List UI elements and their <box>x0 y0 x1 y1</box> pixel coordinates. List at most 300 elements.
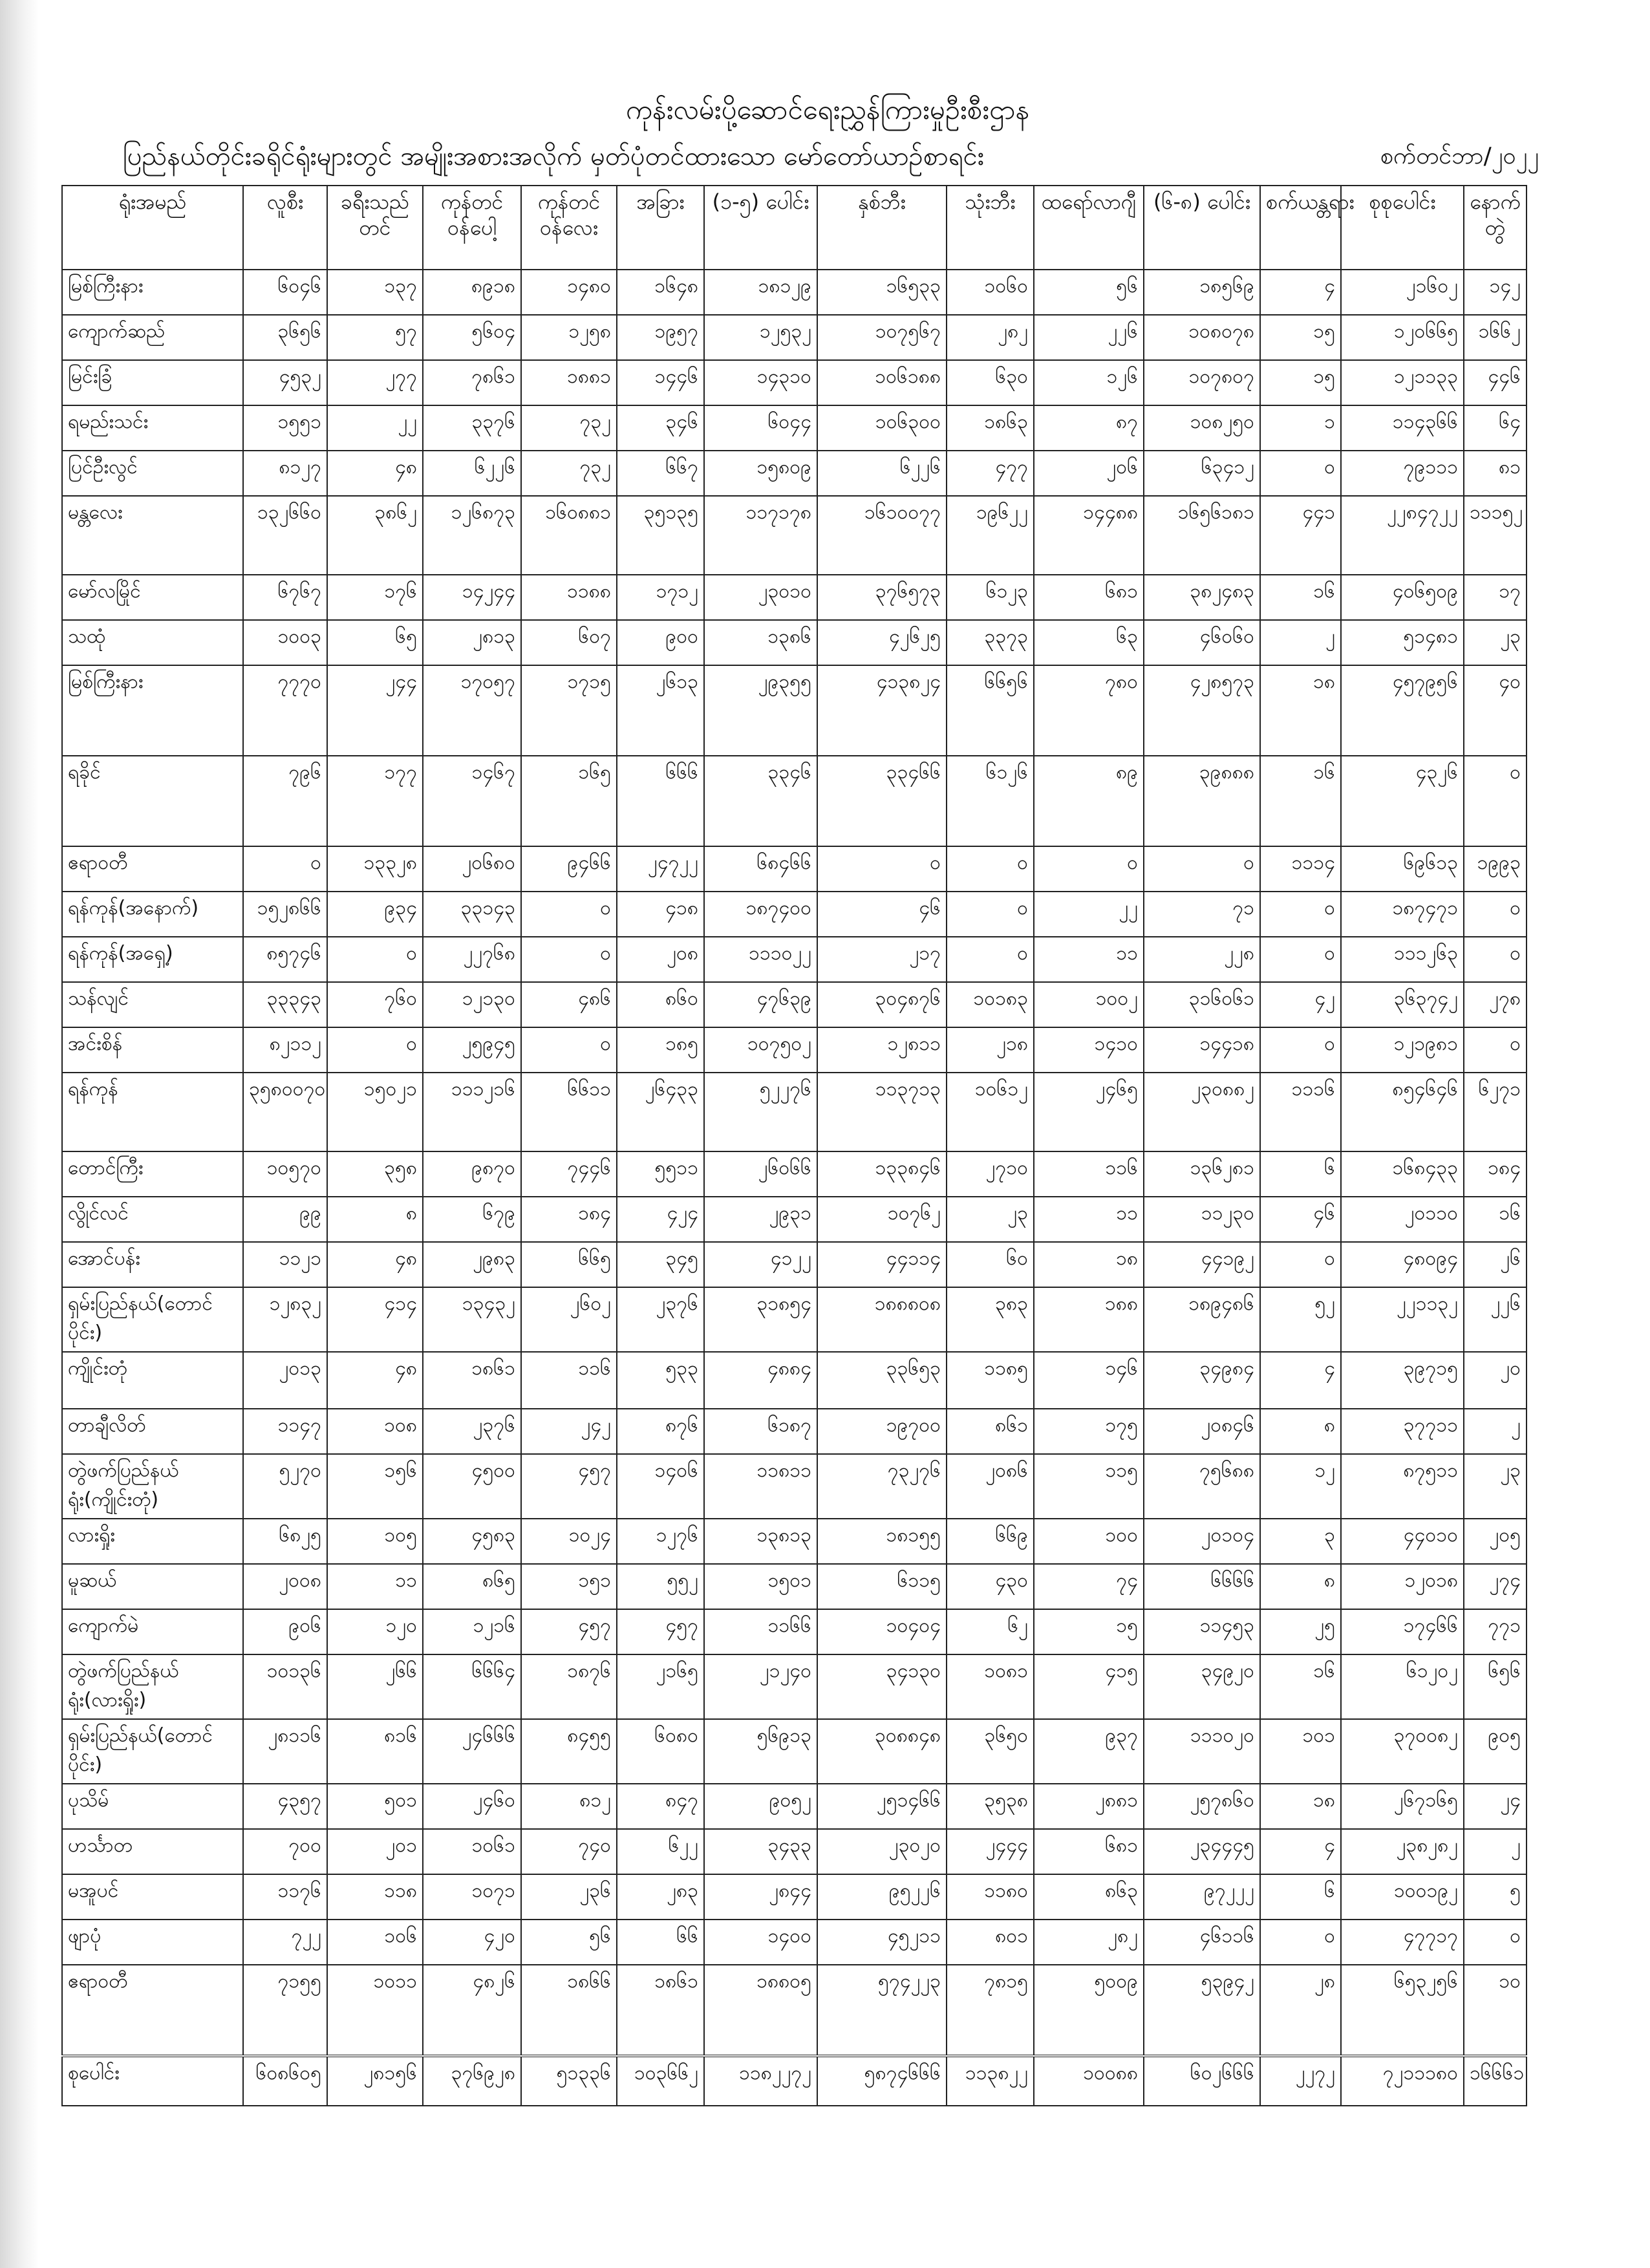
value-cell: ၀ <box>1464 937 1527 982</box>
value-cell: ၀ <box>947 937 1034 982</box>
value-cell: ၄၅၂၁၁ <box>817 1920 947 1965</box>
value-cell: ၂၁၆၀၂ <box>1341 270 1464 315</box>
value-cell: ၂၂၈၄၇၂၂ <box>1341 496 1464 575</box>
value-cell: ၁၁၂၃၀ <box>1144 1197 1260 1242</box>
value-cell: ၁၆၅ <box>521 756 617 846</box>
table-row <box>62 1920 1527 1965</box>
office-name-cell: မြစ်ကြီးနား <box>62 665 243 756</box>
value-cell: ၅၆၉၁၃ <box>704 1719 817 1784</box>
value-cell: ၂၀၀၈ <box>243 1564 327 1609</box>
value-cell: ၃၆၅၆ <box>243 315 327 360</box>
value-cell: ၂၉၃၅၅ <box>704 665 817 756</box>
value-cell: ၁၇၄၆၆ <box>1341 1609 1464 1654</box>
value-cell: ၇၄ <box>1034 1564 1144 1609</box>
value-cell: ၁၁၈၀ <box>947 1874 1034 1920</box>
value-cell: ၅၅၂ <box>617 1564 704 1609</box>
value-cell: ၂၃ <box>1464 620 1527 665</box>
value-cell: ၄၁၃၈၂၄ <box>817 665 947 756</box>
value-cell: ၃၅၃၈ <box>947 1784 1034 1829</box>
table-row <box>62 1965 1527 2056</box>
office-name-cell: တွဲဖက်ပြည်နယ်ရုံး(ကျိုင်းတုံ) <box>62 1454 243 1519</box>
value-cell: ၁၆၁၀၀၇၇ <box>817 496 947 575</box>
table-row <box>62 1454 1527 1519</box>
value-cell: ၁၀၇၁ <box>423 1874 521 1920</box>
value-cell: ၄၅၃၂ <box>243 360 327 405</box>
value-cell: ၃၀၈၈၄၈ <box>817 1719 947 1784</box>
value-cell: ၅၂၂၇၆ <box>704 1073 817 1151</box>
value-cell: ၇၈၆၁ <box>423 360 521 405</box>
table-body <box>62 270 1527 2106</box>
value-cell: ၈၁၂ <box>521 1784 617 1829</box>
value-cell: ၆ <box>1260 1151 1341 1197</box>
value-cell: ၀ <box>1260 937 1341 982</box>
value-cell: ၆၂၇၁ <box>1464 1073 1527 1151</box>
value-cell: ၁၈၇၄၇၁ <box>1341 892 1464 937</box>
table-row <box>62 451 1527 496</box>
value-cell: ၄၇၆၃၉ <box>704 982 817 1027</box>
value-cell: ၁၈၉၄၈၆ <box>1144 1287 1260 1352</box>
table-row <box>62 1197 1527 1242</box>
value-cell: ၁၁၁၀၂၀ <box>1144 1719 1260 1784</box>
value-cell: ၀ <box>521 892 617 937</box>
value-cell: ၁၅ <box>1260 360 1341 405</box>
value-cell: ၁၁၃၇၁၃ <box>817 1073 947 1151</box>
total-label-cell: စုပေါင်း <box>62 2056 243 2106</box>
value-cell: ၁၄၄၆ <box>617 360 704 405</box>
total-value-cell: ၅၁၃၃၆ <box>521 2056 617 2106</box>
value-cell: ၈၉ <box>1034 756 1144 846</box>
value-cell: ၂၃၇၆ <box>617 1287 704 1352</box>
table-row <box>62 1287 1527 1352</box>
value-cell: ၂၈၈၁ <box>1034 1784 1144 1829</box>
value-cell: ၆၆ <box>617 1920 704 1965</box>
value-cell: ၂၆ <box>1464 1242 1527 1287</box>
value-cell: ၉၉ <box>243 1197 327 1242</box>
value-cell: ၁၄၆၇ <box>423 756 521 846</box>
value-cell: ၇၃၂ <box>521 451 617 496</box>
total-value-cell: ၁၀၀၈၈ <box>1034 2056 1144 2106</box>
value-cell: ၂၃၀၈၈၂ <box>1144 1073 1260 1151</box>
value-cell: ၉၀၀ <box>617 620 704 665</box>
value-cell: ၂၆၇၁၆၅ <box>1341 1784 1464 1829</box>
value-cell: ၂၀၆၈၀ <box>423 846 521 892</box>
value-cell: ၃၇၀၀၈၂ <box>1341 1719 1464 1784</box>
value-cell: ၇၉၁၁၁ <box>1341 451 1464 496</box>
value-cell: ၆၆၉ <box>947 1519 1034 1564</box>
value-cell: ၄၂၄ <box>617 1197 704 1242</box>
value-cell: ၁၁၁၄ <box>1260 846 1341 892</box>
value-cell: ၄၈၂၆ <box>423 1965 521 2056</box>
column-header: သုံးဘီး <box>947 186 1034 270</box>
value-cell: ၃၄၉၈၄ <box>1144 1352 1260 1409</box>
value-cell: ၁၅ <box>1034 1609 1144 1654</box>
value-cell: ၀ <box>327 937 423 982</box>
value-cell: ၁၂၈၁၁ <box>817 1027 947 1073</box>
table-row <box>62 315 1527 360</box>
value-cell: ၄၄၁၉၂ <box>1144 1242 1260 1287</box>
value-cell: ၃၇၇၁၁ <box>1341 1409 1464 1454</box>
value-cell: ၂၇၇ <box>327 360 423 405</box>
value-cell: ၁၃၃၈၄၆ <box>817 1151 947 1197</box>
value-cell: ၁၈၅၆၉ <box>1144 270 1260 315</box>
value-cell: ၁၃၃၂၈ <box>327 846 423 892</box>
value-cell: ၁၈၇၆ <box>521 1654 617 1719</box>
office-name-cell: ဟင်္သာတ <box>62 1829 243 1874</box>
value-cell: ၀ <box>1260 1242 1341 1287</box>
value-cell: ၄၅၀၀ <box>423 1454 521 1519</box>
value-cell: ၁၂၀ <box>327 1609 423 1654</box>
value-cell: ၁၈၁၂၉ <box>704 270 817 315</box>
value-cell: ၆၆၆၄ <box>423 1654 521 1719</box>
value-cell: ၂၈၄၄ <box>704 1874 817 1920</box>
value-cell: ၅၅၁၁ <box>617 1151 704 1197</box>
value-cell: ၁၈၆၆ <box>521 1965 617 2056</box>
value-cell: ၂၁၆၅ <box>617 1654 704 1719</box>
value-cell: ၈၉၁၈ <box>423 270 521 315</box>
value-cell: ၄၅၈၃ <box>423 1519 521 1564</box>
value-cell: ၈၅၄၆၄၆ <box>1341 1073 1464 1151</box>
value-cell: ၀ <box>1464 892 1527 937</box>
value-cell: ၂၃၀၁၀ <box>704 575 817 620</box>
value-cell: ၂၆၀၆၆ <box>704 1151 817 1197</box>
value-cell: ၃၇၆၅၇၃ <box>817 575 947 620</box>
value-cell: ၉၃၄ <box>327 892 423 937</box>
value-cell: ၆၇၆၇ <box>243 575 327 620</box>
value-cell: ၄၂ <box>1260 982 1341 1027</box>
value-cell: ၂၃၀၂၀ <box>817 1829 947 1874</box>
column-header: ရုံးအမည် <box>62 186 243 270</box>
value-cell: ၇၀၀ <box>243 1829 327 1874</box>
value-cell: ၁၈၈၁ <box>521 360 617 405</box>
value-cell: ၉၇၂၂၂ <box>1144 1874 1260 1920</box>
subtitle-row <box>116 138 1539 175</box>
value-cell: ၅၃၉၄၂ <box>1144 1965 1260 2056</box>
table-row <box>62 575 1527 620</box>
value-cell: ၆၈၄၆၆ <box>704 846 817 892</box>
value-cell: ၁၇၀၅၇ <box>423 665 521 756</box>
value-cell: ၁၁၈၁၁ <box>704 1454 817 1519</box>
value-cell: ၁၇၆ <box>327 575 423 620</box>
value-cell: ၁၁၄၅၃ <box>1144 1609 1260 1654</box>
table-row <box>62 1151 1527 1197</box>
value-cell: ၆ <box>1260 1874 1341 1920</box>
value-cell: ၆၂၂၆ <box>817 451 947 496</box>
value-cell: ၀ <box>1260 892 1341 937</box>
value-cell: ၃၈၂၄၈၃ <box>1144 575 1260 620</box>
value-cell: ၆၃၄၁၂ <box>1144 451 1260 496</box>
value-cell: ၁၆၅၃၃ <box>817 270 947 315</box>
total-value-cell: ၁၁၃၈၂၂ <box>947 2056 1034 2106</box>
value-cell: ၆၃၀ <box>947 360 1034 405</box>
value-cell: ၁၀၅ <box>327 1519 423 1564</box>
value-cell: ၁၆ <box>1260 575 1341 620</box>
value-cell: ၁၉၆၂၂ <box>947 496 1034 575</box>
value-cell: ၃၃၁၄၃ <box>423 892 521 937</box>
value-cell: ၄၈၀၉၄ <box>1341 1242 1464 1287</box>
value-cell: ၂၈၃ <box>617 1874 704 1920</box>
value-cell: ၅၇ <box>327 315 423 360</box>
value-cell: ၇၃၂၇၆ <box>817 1454 947 1519</box>
value-cell: ၄၂၆၂၅ <box>817 620 947 665</box>
value-cell: ၃ <box>1260 1519 1341 1564</box>
value-cell: ၂၃၈၂၈၂ <box>1341 1829 1464 1874</box>
value-cell: ၁၂ <box>1260 1454 1341 1519</box>
column-header: (၆-၈) ပေါင်း <box>1144 186 1260 270</box>
value-cell: ၁၆၈၄၃၃ <box>1341 1151 1464 1197</box>
table-row <box>62 1564 1527 1609</box>
value-cell: ၁၂၁၉၈၁ <box>1341 1027 1464 1073</box>
value-cell: ၃၅၈၀၀၇၀ <box>243 1073 327 1151</box>
value-cell: ၆၆၁၁ <box>521 1073 617 1151</box>
value-cell: ၂၅၁၄၆၆ <box>817 1784 947 1829</box>
value-cell: ၀ <box>521 937 617 982</box>
value-cell: ၃၈၃ <box>947 1287 1034 1352</box>
value-cell: ၈၆၀ <box>617 982 704 1027</box>
value-cell: ၁၇ <box>1464 575 1527 620</box>
value-cell: ၁၄၄၁၈ <box>1144 1027 1260 1073</box>
value-cell: ၂၁၂၄၀ <box>704 1654 817 1719</box>
value-cell: ၄ <box>1260 1829 1341 1874</box>
table-row <box>62 405 1527 451</box>
value-cell: ၄ <box>1260 1352 1341 1409</box>
office-name-cell: မန္တလေး <box>62 496 243 575</box>
value-cell: ၈၁၆ <box>327 1719 423 1784</box>
value-cell: ၆၇၉ <box>423 1197 521 1242</box>
value-cell: ၂၈၁၁၆ <box>243 1719 327 1784</box>
value-cell: ၂၄၄၄ <box>947 1829 1034 1874</box>
value-cell: ၁၀၆၀ <box>947 270 1034 315</box>
value-cell: ၁၀၁၈၃ <box>947 982 1034 1027</box>
value-cell: ၁၆၅၆၁၈၁ <box>1144 496 1260 575</box>
value-cell: ၉၀၅၂ <box>704 1784 817 1829</box>
value-cell: ၁၄၂၄၄ <box>423 575 521 620</box>
value-cell: ၁၆၀၈၈၁ <box>521 496 617 575</box>
value-cell: ၈၅၇၄၆ <box>243 937 327 982</box>
value-cell: ၆၀၇ <box>521 620 617 665</box>
value-cell: ၁၁၆ <box>521 1352 617 1409</box>
value-cell: ၁၈၄ <box>521 1197 617 1242</box>
value-cell: ၁၀၆၁၂ <box>947 1073 1034 1151</box>
value-cell: ၇၇၁ <box>1464 1609 1527 1654</box>
value-cell: ၁၅၀၂၁ <box>327 1073 423 1151</box>
value-cell: ၁၀၀၃ <box>243 620 327 665</box>
value-cell: ၆၀၄၄ <box>704 405 817 451</box>
column-header: စက်ယန္တရား <box>1260 186 1341 270</box>
value-cell: ၁၆ <box>1260 1654 1341 1719</box>
value-cell: ၁၀၇၆၂ <box>817 1197 947 1242</box>
value-cell: ၈၂၁၁၂ <box>243 1027 327 1073</box>
table-row <box>62 1242 1527 1287</box>
value-cell: ၁၃၈၁၃ <box>704 1519 817 1564</box>
value-cell: ၉၃၇ <box>1034 1719 1144 1784</box>
value-cell: ၀ <box>1464 756 1527 846</box>
value-cell: ၁၀၈၁ <box>947 1654 1034 1719</box>
table-row <box>62 1609 1527 1654</box>
column-header: ကုန်တင်ဝန်လေး <box>521 186 617 270</box>
value-cell: ၁၀၇၅၆၇ <box>817 315 947 360</box>
value-cell: ၁၉၇၀၀ <box>817 1409 947 1454</box>
value-cell: ၄၄၁ <box>1260 496 1341 575</box>
value-cell: ၃၆၃၇၄၂ <box>1341 982 1464 1027</box>
value-cell: ၂၀၁၃ <box>243 1352 327 1409</box>
value-cell: ၁၂၆ <box>1034 360 1144 405</box>
office-name-cell: ရန်ကုန်(အရှေ့) <box>62 937 243 982</box>
value-cell: ၂၂၈ <box>1144 937 1260 982</box>
value-cell: ၇၆၀ <box>327 982 423 1027</box>
office-name-cell: ကျောက်ဆည် <box>62 315 243 360</box>
value-cell: ၁၃၈၆ <box>704 620 817 665</box>
value-cell: ၃၈၆၂ <box>327 496 423 575</box>
value-cell: ၁၀၈၂၅၀ <box>1144 405 1260 451</box>
value-cell: ၅၀၁ <box>327 1784 423 1829</box>
office-name-cell: ရှမ်းပြည်နယ်(တောင်ပိုင်း) <box>62 1287 243 1352</box>
value-cell: ၆၁၁၅ <box>817 1564 947 1609</box>
value-cell: ၇၃၂ <box>521 405 617 451</box>
value-cell: ၃၉၇၁၅ <box>1341 1352 1464 1409</box>
value-cell: ၁၁၆ <box>1034 1151 1144 1197</box>
value-cell: ၂၅၉၄၅ <box>423 1027 521 1073</box>
value-cell: ၆၆၆၆ <box>1144 1564 1260 1609</box>
value-cell: ၂၉၈၃ <box>423 1242 521 1287</box>
value-cell: ၁၁ <box>1034 937 1144 982</box>
value-cell: ၄၃၅၇ <box>243 1784 327 1829</box>
value-cell: ၁၁၇၆ <box>243 1874 327 1920</box>
value-cell: ၉၀၅ <box>1464 1719 1527 1784</box>
office-name-cell: သန်လျင် <box>62 982 243 1027</box>
value-cell: ၂၅၇၈၆၀ <box>1144 1784 1260 1829</box>
column-header: ကုန်တင်ဝန်ပေါ့ <box>423 186 521 270</box>
value-cell: ၁၄၀၆ <box>617 1454 704 1519</box>
value-cell: ၁၈၅ <box>617 1027 704 1073</box>
value-cell: ၅၂ <box>1260 1287 1341 1352</box>
value-cell: ၁၂၁၁၃၃ <box>1341 360 1464 405</box>
value-cell: ၂၄၆၀ <box>423 1784 521 1829</box>
value-cell: ၈ <box>327 1197 423 1242</box>
value-cell: ၄၀ <box>1464 665 1527 756</box>
value-cell: ၄ <box>1260 270 1341 315</box>
value-cell: ၁၀၇၈၀၇ <box>1144 360 1260 405</box>
value-cell: ၁၁၁၀၂၂ <box>704 937 817 982</box>
total-value-cell: ၆၀၈၆၀၅ <box>243 2056 327 2106</box>
value-cell: ၂၅ <box>1260 1609 1341 1654</box>
value-cell: ၄၆၀၆၀ <box>1144 620 1260 665</box>
value-cell: ၂၇၄ <box>1464 1564 1527 1609</box>
office-name-cell: တွဲဖက်ပြည်နယ်ရုံး(လားရှိုး) <box>62 1654 243 1719</box>
value-cell: ၃၁၈၅၄ <box>704 1287 817 1352</box>
office-name-cell: တာချီလိတ် <box>62 1409 243 1454</box>
value-cell: ၄၂၈၅၇၃ <box>1144 665 1260 756</box>
value-cell: ၁၀ <box>1464 1965 1527 2056</box>
value-cell: ၁၀၆ <box>327 1920 423 1965</box>
value-cell: ၂၄၇၂၂ <box>617 846 704 892</box>
value-cell: ၄၈ <box>327 451 423 496</box>
value-cell: ၂၀၁ <box>327 1829 423 1874</box>
value-cell: ၆၆၅၆ <box>947 665 1034 756</box>
table-row <box>62 937 1527 982</box>
table-row <box>62 360 1527 405</box>
value-cell: ၁၆၄၈ <box>617 270 704 315</box>
value-cell: ၇၁၅၅ <box>243 1965 327 2056</box>
value-cell: ၂၃၆ <box>521 1874 617 1920</box>
table-row <box>62 1027 1527 1073</box>
document-subtitle: ပြည်နယ်တိုင်းခရိုင်ရုံးများတွင် အမျိုးအစားအလိုက် မှတ်ပုံတင်ထားသော မော်တော်ယာဉ်စာရင်း <box>123 142 984 171</box>
table-row <box>62 1654 1527 1719</box>
value-cell: ၉၄၆၆ <box>521 846 617 892</box>
value-cell: ၄၈၆ <box>521 982 617 1027</box>
value-cell: ၂၀၁၀၄ <box>1144 1519 1260 1564</box>
value-cell: ၁၈၆၁ <box>423 1352 521 1409</box>
value-cell: ၁၄၆ <box>1034 1352 1144 1409</box>
value-cell: ၄၄၁၁၄ <box>817 1242 947 1287</box>
value-cell: ၁၁၁၆ <box>1260 1073 1341 1151</box>
value-cell: ၂၄၄ <box>327 665 423 756</box>
value-cell: ၇၁ <box>1144 892 1260 937</box>
value-cell: ၁၂၆၈၇၃ <box>423 496 521 575</box>
value-cell: ၂၂၇၆၈ <box>423 937 521 982</box>
value-cell: ၂၃ <box>1464 1454 1527 1519</box>
value-cell: ၇၉၆ <box>243 756 327 846</box>
value-cell: ၂၄၆၆၆ <box>423 1719 521 1784</box>
column-header: လူစီး <box>243 186 327 270</box>
value-cell: ၄၃၂၆ <box>1341 756 1464 846</box>
value-cell: ၁၀၆၁ <box>423 1829 521 1874</box>
value-cell: ၁၈ <box>1034 1242 1144 1287</box>
value-cell: ၅၀၀၉ <box>1034 1965 1144 2056</box>
value-cell: ၁၂၁၆ <box>423 1609 521 1654</box>
column-header: အခြား <box>617 186 704 270</box>
value-cell: ၇၈၁၅ <box>947 1965 1034 2056</box>
table-row <box>62 1519 1527 1564</box>
value-cell: ၀ <box>1464 1920 1527 1965</box>
value-cell: ၂ <box>1260 620 1341 665</box>
value-cell: ၁၂၀၆၆၅ <box>1341 315 1464 360</box>
value-cell: ၈၄၇ <box>617 1784 704 1829</box>
value-cell: ၃၄၃၃ <box>704 1829 817 1874</box>
value-cell: ၁၀၀၂ <box>1034 982 1144 1027</box>
value-cell: ၄၈ <box>327 1242 423 1287</box>
value-cell: ၂၀၈ <box>617 937 704 982</box>
value-cell: ၂၆၄၃၃ <box>617 1073 704 1151</box>
value-cell: ၂၄ <box>1464 1784 1527 1829</box>
value-cell: ၈၆၅ <box>423 1564 521 1609</box>
total-value-cell: ၅၈၇၄၆၆၆ <box>817 2056 947 2106</box>
office-name-cell: မြစ်ကြီးနား <box>62 270 243 315</box>
office-name-cell: အောင်ပန်း <box>62 1242 243 1287</box>
table-row <box>62 1352 1527 1409</box>
office-name-cell: ဧရာဝတီ <box>62 846 243 892</box>
value-cell: ၂၄၆၅ <box>1034 1073 1144 1151</box>
value-cell: ၂ <box>1464 1409 1527 1454</box>
value-cell: ၁၁၈၈ <box>521 575 617 620</box>
value-cell: ၆၅၆ <box>1464 1654 1527 1719</box>
value-cell: ၂၀၈၆ <box>947 1454 1034 1519</box>
value-cell: ၁၁၁၂၆၃ <box>1341 937 1464 982</box>
column-header: နောက်တွဲ <box>1464 186 1527 270</box>
table-row <box>62 1719 1527 1784</box>
value-cell: ၆၆၆ <box>617 756 704 846</box>
value-cell: ၇၄၄၆ <box>521 1151 617 1197</box>
value-cell: ၀ <box>1260 451 1341 496</box>
value-cell: ၈၆၃ <box>1034 1874 1144 1920</box>
value-cell: ၆၂ <box>947 1609 1034 1654</box>
value-cell: ၆၁၂၆ <box>947 756 1034 846</box>
value-cell: ၁၇၁၂ <box>617 575 704 620</box>
value-cell: ၁၀၀၁၉၂ <box>1341 1874 1464 1920</box>
value-cell: ၁၅၆ <box>327 1454 423 1519</box>
value-cell: ၅၇၄၂၂၃ <box>817 1965 947 2056</box>
value-cell: ၁၂၈၃၂ <box>243 1287 327 1352</box>
value-cell: ၄၄၀၁၀ <box>1341 1519 1464 1564</box>
